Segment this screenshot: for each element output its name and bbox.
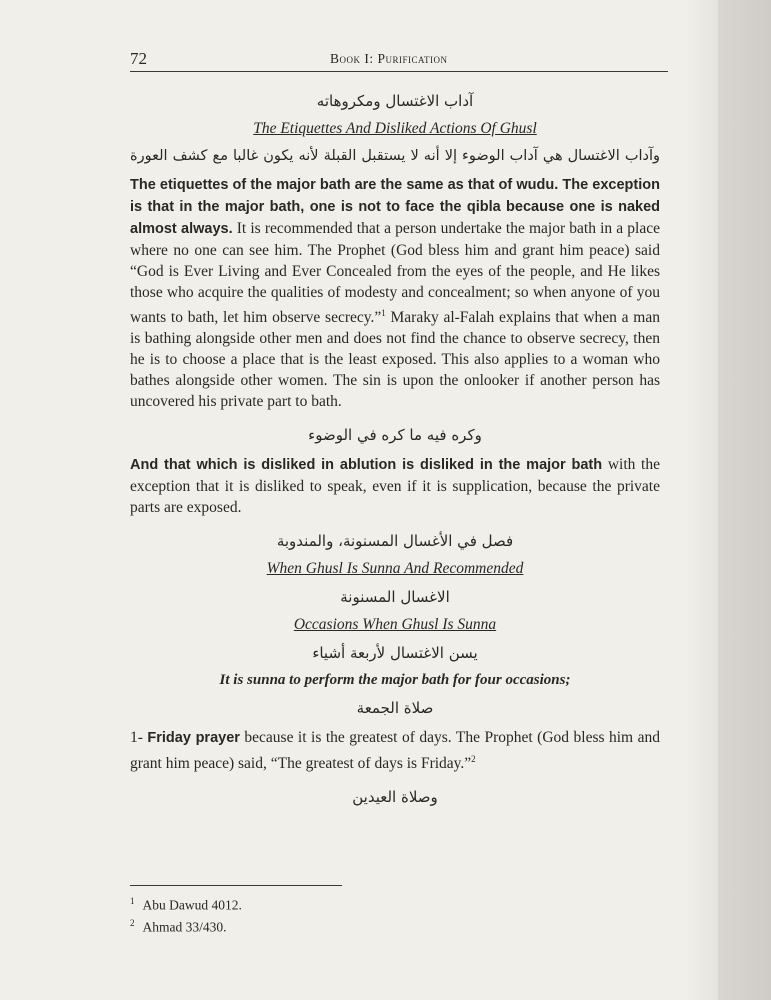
- arabic-title-sunna: فصل في الأغسال المسنونة، والمندوبة: [276, 532, 514, 551]
- heading-sunna: When Ghusl Is Sunna And Recommended: [266, 560, 524, 578]
- heading-etiquettes: The Etiquettes And Disliked Actions Of Ghusl: [253, 120, 537, 137]
- footnote-ref-2: 2: [471, 754, 476, 765]
- paragraph-bold-lead: And that which is disliked in ablution is disliked in the major bath: [130, 457, 603, 474]
- arabic-item-friday: صلاة الجمعة: [356, 699, 434, 718]
- paragraph-text: with the exception that it is disliked to speak, even if it is supplication, because the private parts are exposed.: [130, 456, 660, 517]
- list-item-number: 1-: [130, 729, 148, 747]
- footnote-text: Ahmad 33/430.: [142, 919, 227, 934]
- running-head: Book I: Purification: [330, 51, 448, 66]
- arabic-text-disliked: وكره فيه ما كره في الوضوء: [308, 426, 482, 445]
- list-item-friday: [130, 727, 660, 774]
- page-content: [130, 92, 660, 816]
- arabic-subtitle-sunna: الاغسال المسنونة: [340, 588, 450, 607]
- paragraph-bold-lead: The etiquettes of the major bath are the same as that of wudu. The exception is that in the major bath, one is not to face the qibla because one is naked almost always.: [130, 177, 660, 237]
- paragraph-disliked: [130, 454, 660, 518]
- arabic-text-occasions: يسن الاغتسال لأربعة أشياء: [312, 644, 478, 663]
- footnote-1: [130, 896, 660, 914]
- footnotes: [130, 885, 660, 939]
- paragraph-text-continued: Maraky al-Falah explains that when a man is bathing alongside other men and does not find the chance to observe secrecy, then he is to choose a place that is the least exposed. This also applies to a woman who bathes alongside other women. The sin is upon the onlooker if another person has uncovered his private part to bath.: [130, 309, 660, 411]
- paragraph-etiquettes: [130, 174, 660, 412]
- arabic-item-eid: وصلاة العيدين: [352, 788, 438, 807]
- footnote-mark: 1: [130, 896, 135, 906]
- list-item-bold-lead: Friday prayer: [147, 730, 240, 747]
- arabic-title-etiquettes: آداب الاغتسال ومكروهاته: [316, 92, 474, 110]
- paragraph-text: It is recommended that a person undertake the major bath in a place where no one can see him. The Prophet (God bless him and grant him peace) said “God is Ever Living and Ever Concealed from the eyes of the people, and He likes those who acquire the qualities of modesty and concealment; so when anyone of you wants to bath, let him observe secrecy.”: [130, 220, 660, 327]
- footnote-mark: 2: [130, 917, 135, 928]
- page-edge: [718, 0, 771, 1000]
- arabic-text-etiquettes: وآداب الاغتسال هي آداب الوضوء إلا أنه لا يستقبل القبلة لأنه يكون غالبا مع كشف العورة: [130, 148, 660, 164]
- footnote-ref-1: 1: [381, 308, 386, 318]
- footnote-2: [130, 918, 660, 936]
- list-item-text: because it is the greatest of days. The Prophet (God bless him and grant him peace) said, “The greatest of days is Friday.”: [130, 729, 660, 773]
- footnote-rule: [130, 885, 342, 886]
- page-number: 72: [130, 49, 147, 68]
- subheading-occasions: Occasions When Ghusl Is Sunna: [293, 616, 497, 634]
- intro-four-occasions: It is sunna to perform the major bath for four occasions;: [219, 672, 571, 689]
- page-header: [130, 49, 668, 72]
- footnote-text: Abu Dawud 4012.: [142, 897, 242, 913]
